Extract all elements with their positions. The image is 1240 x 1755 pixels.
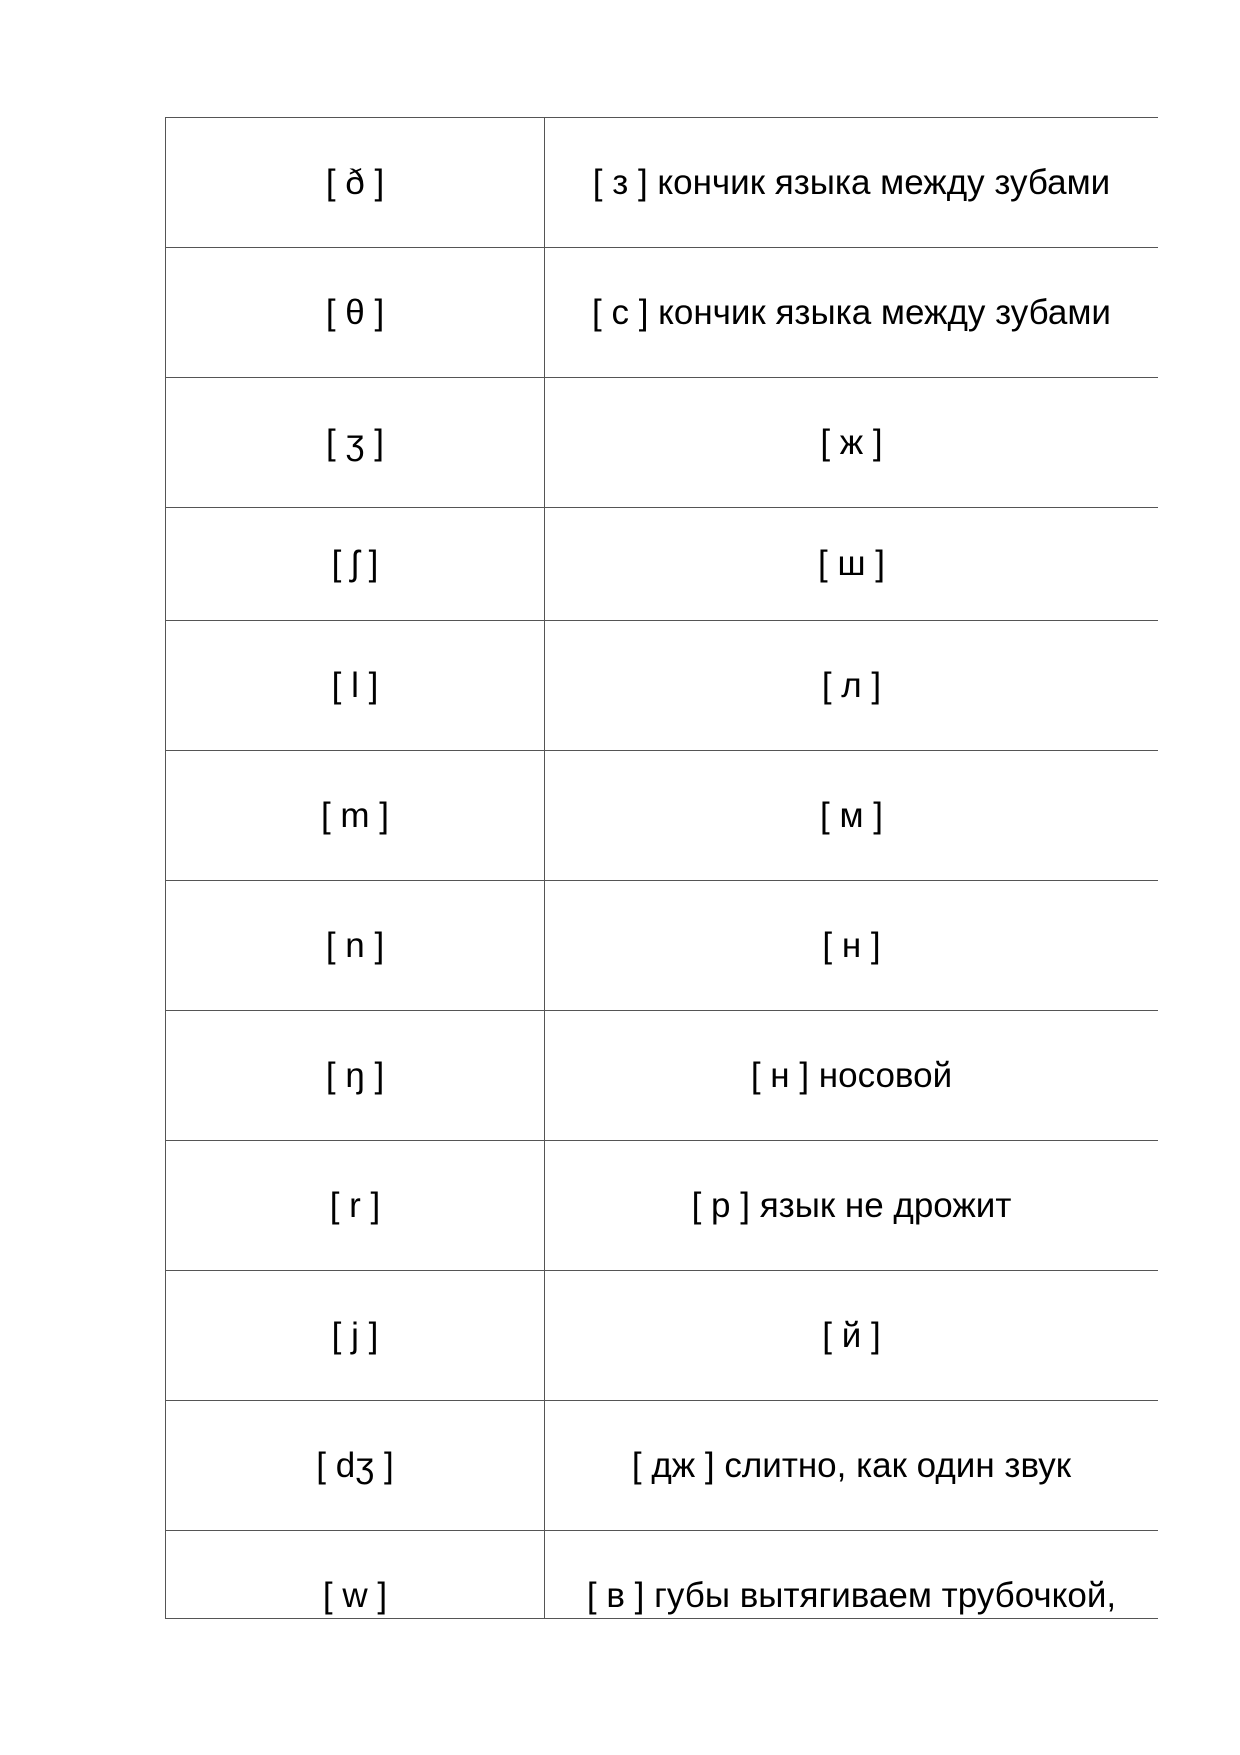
phoneme-description: [ р ] язык не дрожит xyxy=(545,1141,1159,1271)
phoneme-description: [ м ] xyxy=(545,751,1159,881)
phoneme-symbol: [ ʒ ] xyxy=(166,378,545,508)
table-row xyxy=(166,1531,1159,1620)
phoneme-description: [ в ] губы вытягиваем трубочкой, xyxy=(545,1531,1159,1620)
phoneme-description: [ ж ] xyxy=(545,378,1159,508)
phoneme-description: [ з ] кончик языка между зубами xyxy=(545,118,1159,248)
table-row xyxy=(166,881,1159,1011)
table-row xyxy=(166,1271,1159,1401)
table-row xyxy=(166,378,1159,508)
phoneme-description: [ дж ] слитно, как один звук xyxy=(545,1401,1159,1531)
phoneme-symbol: [ ʃ ] xyxy=(166,508,545,621)
phoneme-symbol: [ l ] xyxy=(166,621,545,751)
phoneme-symbol: [ ð ] xyxy=(166,118,545,248)
phoneme-symbol: [ ŋ ] xyxy=(166,1011,545,1141)
table-row xyxy=(166,1011,1159,1141)
phoneme-symbol: [ dʒ ] xyxy=(166,1401,545,1531)
phonetics-table-container xyxy=(165,117,1158,1619)
phoneme-symbol: [ m ] xyxy=(166,751,545,881)
phoneme-description: [ ш ] xyxy=(545,508,1159,621)
table-row xyxy=(166,751,1159,881)
phoneme-symbol: [ r ] xyxy=(166,1141,545,1271)
table-row xyxy=(166,621,1159,751)
phoneme-symbol: [ w ] xyxy=(166,1531,545,1620)
table-row xyxy=(166,508,1159,621)
phoneme-description: [ с ] кончик языка между зубами xyxy=(545,248,1159,378)
phoneme-description: [ л ] xyxy=(545,621,1159,751)
phoneme-symbol: [ j ] xyxy=(166,1271,545,1401)
table-row xyxy=(166,248,1159,378)
phoneme-description: [ н ] xyxy=(545,881,1159,1011)
phonetics-table xyxy=(165,117,1158,1619)
phoneme-symbol: [ θ ] xyxy=(166,248,545,378)
table-row xyxy=(166,1401,1159,1531)
phoneme-description: [ н ] носовой xyxy=(545,1011,1159,1141)
phoneme-symbol: [ n ] xyxy=(166,881,545,1011)
table-row xyxy=(166,1141,1159,1271)
phoneme-description: [ й ] xyxy=(545,1271,1159,1401)
table-row xyxy=(166,118,1159,248)
